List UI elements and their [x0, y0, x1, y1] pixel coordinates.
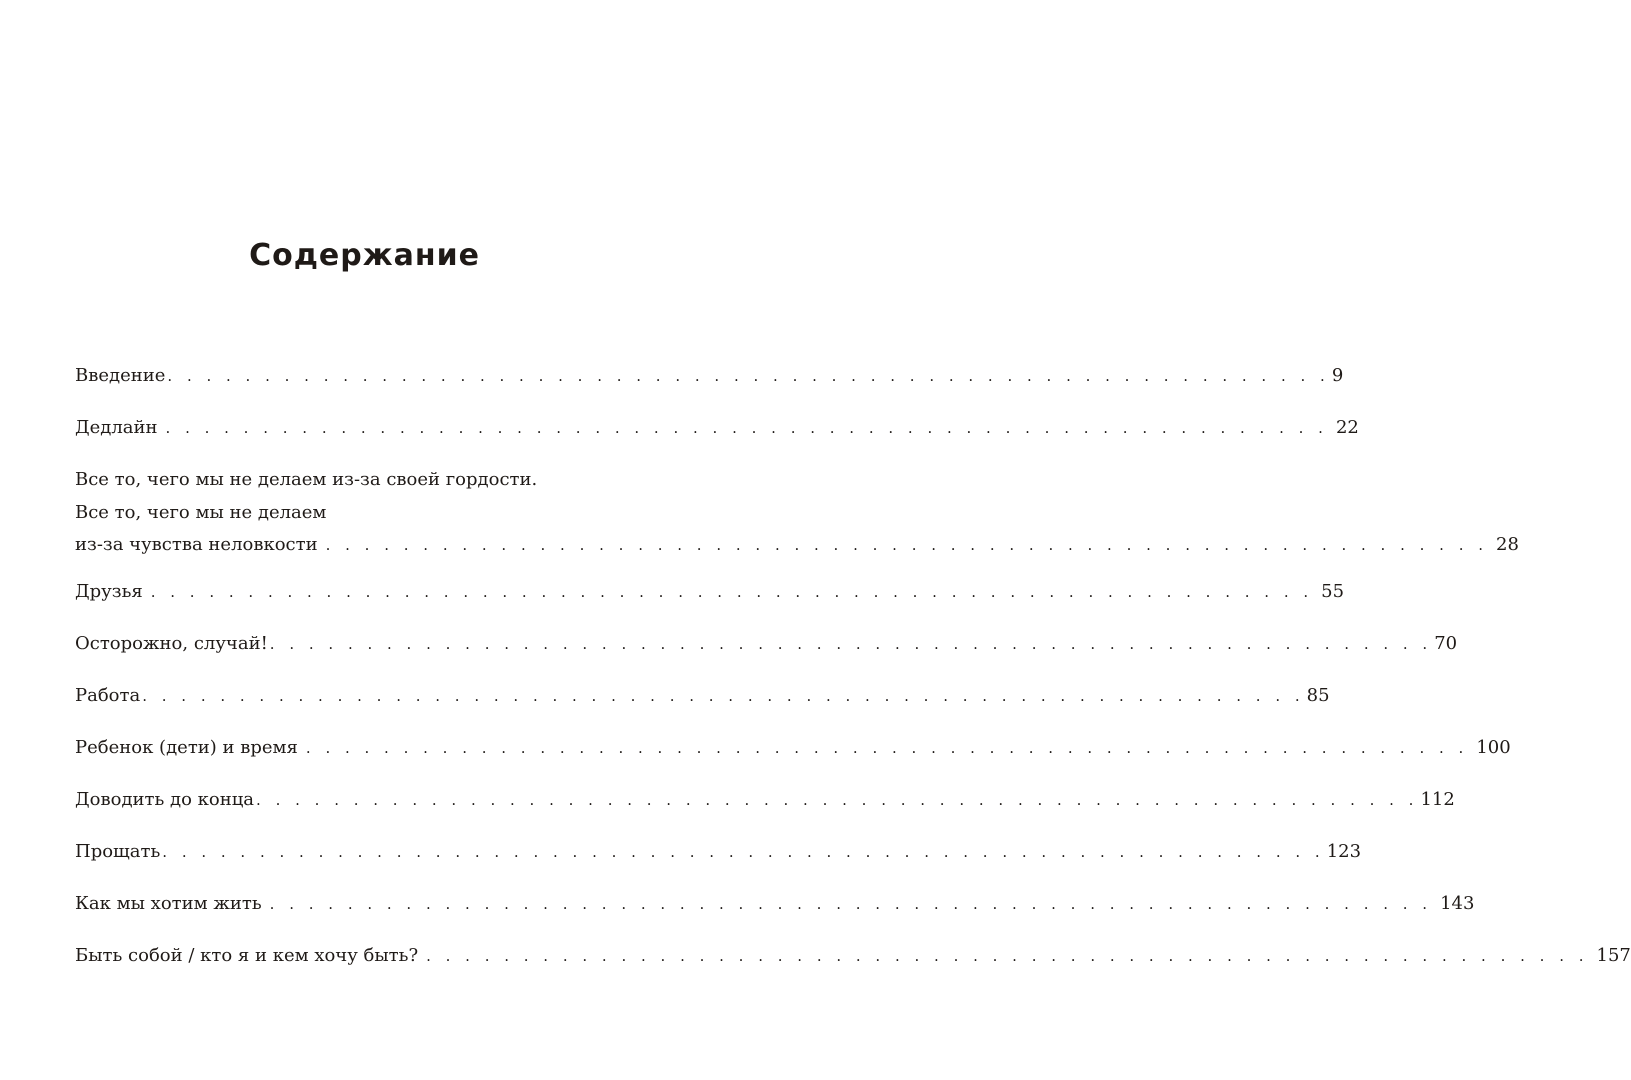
dot-leader: . . . . . . . . . . . . . . . . . . . . . . . . . . . . . . . . . . . . . . . . . . . . . . . . . . . . . . . . . . . . [165, 419, 1328, 437]
dot-leader: . . . . . . . . . . . . . . . . . . . . . . . . . . . . . . . . . . . . . . . . . . . . . . . . . . . . . . . . . . . . [305, 739, 1469, 757]
toc-entry-page: 143 [1440, 893, 1475, 914]
dot-leader: . . . . . . . . . . . . . . . . . . . . . . . . . . . . . . . . . . . . . . . . . . . . . . . . . . . . . . . . . . . . [269, 895, 1433, 913]
toc-entry [75, 362, 1344, 390]
toc-entry-page: 28 [1496, 534, 1519, 555]
page-title: Содержание [249, 238, 480, 273]
dot-leader: . . . . . . . . . . . . . . . . . . . . . . . . . . . . . . . . . . . . . . . . . . . . . . . . . . . . . . . . . . . . [142, 687, 1305, 705]
dot-leader: . . . . . . . . . . . . . . . . . . . . . . . . . . . . . . . . . . . . . . . . . . . . . . . . . . . . . . . . . . . . [167, 367, 1330, 385]
toc-entry [75, 682, 1330, 710]
toc-entry-label: Введение [75, 365, 166, 386]
toc-entry-label: Прощать [75, 841, 161, 862]
toc-entry-page: 157 [1596, 945, 1631, 966]
toc-entry [75, 786, 1455, 814]
toc-entry-page: 100 [1476, 737, 1511, 758]
dot-leader: . . . . . . . . . . . . . . . . . . . . . . . . . . . . . . . . . . . . . . . . . . . . . . . . . . . . . . . . . . . . [325, 536, 1489, 554]
toc-entry-page: 55 [1321, 581, 1345, 602]
toc-entry-label: Работа [75, 685, 141, 706]
toc-entry [75, 838, 1362, 866]
toc-entry [75, 630, 1458, 658]
toc-entry [75, 466, 1519, 559]
dot-leader: . . . . . . . . . . . . . . . . . . . . . . . . . . . . . . . . . . . . . . . . . . . . . . . . . . . . . . . . . . . . [426, 947, 1589, 965]
toc-entry-label: из-за чувства неловкости [75, 534, 318, 555]
toc-entry [75, 414, 1359, 442]
toc-entry-page: 123 [1326, 841, 1362, 862]
toc-entry-title-line: Все то, чего мы не делаем из-за своей гордости. [75, 469, 538, 490]
dot-leader: . . . . . . . . . . . . . . . . . . . . . . . . . . . . . . . . . . . . . . . . . . . . . . . . . . . . . . . . . . . . [162, 843, 1325, 861]
toc-entry-page: 85 [1306, 685, 1330, 706]
toc-entry [75, 578, 1345, 606]
dot-leader: . . . . . . . . . . . . . . . . . . . . . . . . . . . . . . . . . . . . . . . . . . . . . . . . . . . . . . . . . . . . [150, 583, 1314, 601]
toc-entry-page: 70 [1434, 633, 1458, 654]
toc-entry-label: Ребенок (дети) и время [75, 737, 298, 758]
toc-entry-label: Дедлайн [75, 417, 158, 438]
toc-entry-label: Как мы хотим жить [75, 893, 262, 914]
toc-entry [75, 942, 1631, 970]
toc-entry-page: 9 [1331, 365, 1344, 386]
toc-entry-label: Доводить до конца [75, 789, 255, 810]
dot-leader: . . . . . . . . . . . . . . . . . . . . . . . . . . . . . . . . . . . . . . . . . . . . . . . . . . . . . . . . . . . . [256, 791, 1419, 809]
toc-entry-label: Быть собой / кто я и кем хочу быть? [75, 945, 419, 966]
toc-entry-page: 22 [1335, 417, 1359, 438]
toc-entry-title-line: Все то, чего мы не делаем [75, 502, 327, 523]
toc-entry [75, 890, 1475, 918]
toc-entry-label: Друзья [75, 581, 143, 602]
toc-entry [75, 734, 1511, 762]
toc-entry-page: 112 [1420, 789, 1455, 810]
dot-leader: . . . . . . . . . . . . . . . . . . . . . . . . . . . . . . . . . . . . . . . . . . . . . . . . . . . . . . . . . . . . [269, 635, 1433, 653]
toc-entry-label: Осторожно, случай! [75, 633, 268, 654]
